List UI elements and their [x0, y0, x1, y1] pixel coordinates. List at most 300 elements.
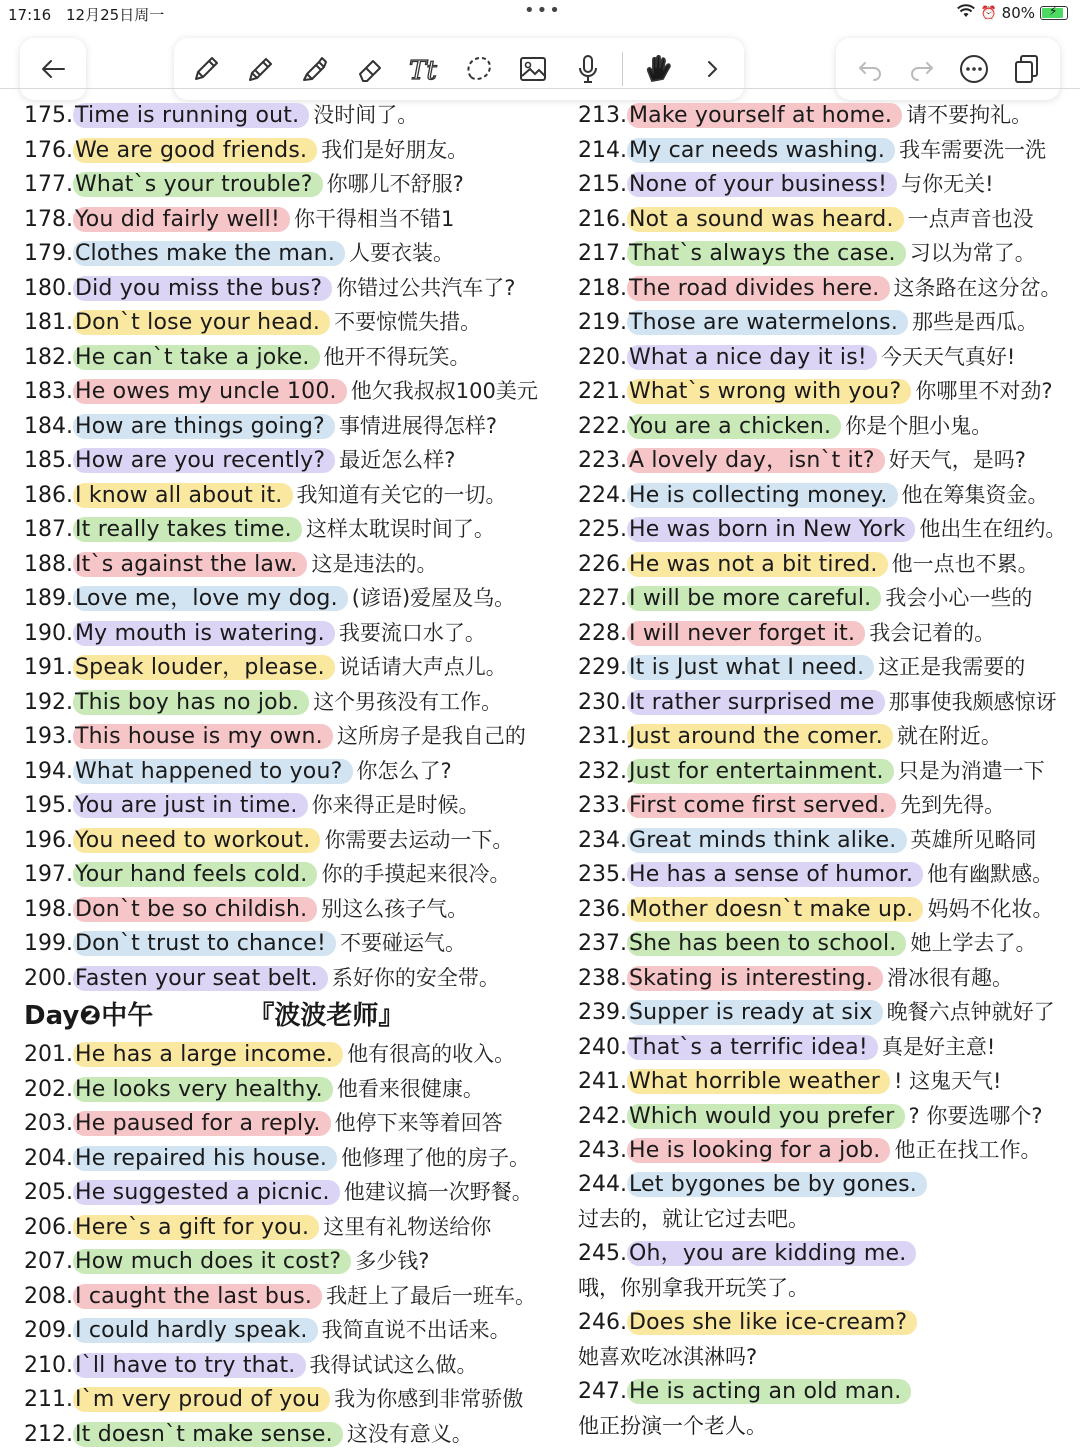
phrase-english: Supper is ready at six — [627, 1000, 883, 1025]
phrase-line — [24, 167, 564, 202]
phrase-chinese: 这个男孩没有工作。 — [313, 689, 503, 714]
phrase-english: He has a sense of humor. — [627, 862, 923, 887]
phrase-list-a — [24, 98, 564, 995]
phrase-english: Don`t be so childish. — [73, 897, 317, 922]
phrase-number: 208. — [24, 1283, 73, 1309]
phrase-english: It is Just what I need. — [627, 655, 874, 680]
phrase-line — [578, 857, 1078, 892]
phrase-english: Did you miss the bus? — [73, 276, 332, 301]
phrase-chinese: 你哪里不对劲? — [915, 379, 1053, 403]
phrase-number: 235. — [578, 862, 627, 887]
phrase-number: 199. — [24, 931, 73, 956]
phrase-english: Clothes make the man. — [73, 241, 345, 266]
phrase-number: 225. — [578, 517, 627, 542]
phrase-english: Your hand feels cold. — [73, 862, 318, 887]
phrase-line — [24, 133, 564, 168]
phrase-line — [24, 823, 564, 858]
phrase-english: I know all about it. — [73, 483, 293, 508]
phrase-number: 244. — [578, 1171, 627, 1197]
phrase-chinese: 他开不得玩笑。 — [323, 344, 471, 369]
more-icon[interactable] — [954, 49, 994, 89]
phrase-line — [578, 98, 1078, 133]
phrase-english: Don`t lose your head. — [73, 310, 330, 335]
status-time — [8, 4, 164, 25]
phrase-line — [578, 133, 1078, 168]
phrase-english: That`s a terrific idea! — [627, 1035, 878, 1060]
phrase-number: 228. — [578, 620, 627, 646]
phrase-line — [578, 1099, 1078, 1134]
phrase-english: Fasten your seat belt. — [73, 966, 328, 991]
phrase-number: 190. — [24, 620, 73, 646]
phrase-number: 210. — [24, 1352, 73, 1378]
phrase-line — [578, 202, 1078, 237]
phrase-chinese: 这样太耽误时间了。 — [305, 517, 495, 541]
phrase-line — [578, 512, 1078, 547]
phrase-chinese: 他正在找工作。 — [894, 1138, 1042, 1162]
phrase-chinese: 你干得相当不错1 — [294, 206, 455, 231]
phrase-line — [578, 1064, 1078, 1099]
phrase-chinese: 我赶上了最后一班车。 — [326, 1283, 537, 1308]
phrase-english: She has been to school. — [627, 931, 907, 956]
phrase-english: A lovely day，isn`t it? — [627, 448, 885, 473]
phrase-chinese: 习以为常了。 — [909, 241, 1036, 265]
phrase-chinese: 人要衣装。 — [349, 241, 455, 265]
phrase-chinese: 系好你的安全带。 — [331, 965, 500, 990]
phrase-number: 195. — [24, 793, 73, 818]
phrase-chinese: 我知道有关它的一切。 — [296, 482, 507, 507]
phrase-number: 213. — [578, 103, 627, 128]
phrase-number: 239. — [578, 1000, 627, 1025]
phrase-number: 198. — [24, 896, 73, 922]
phrase-chinese: 真是好主意! — [881, 1034, 996, 1059]
phrase-chinese: 先到先得。 — [900, 793, 1006, 817]
back-button-group — [20, 38, 86, 100]
back-arrow-icon[interactable] — [33, 49, 73, 89]
phrase-line — [24, 202, 564, 237]
phrase-english: You did fairly well! — [73, 207, 290, 232]
phrase-chinese: 那些是西瓜。 — [912, 310, 1039, 334]
phrase-line — [578, 961, 1078, 996]
phrase-number: 223. — [578, 448, 627, 473]
phrase-chinese: 这条路在这分岔。 — [893, 275, 1062, 300]
phrase-chinese: 他有幽默感。 — [927, 862, 1054, 886]
redo-icon[interactable] — [902, 49, 942, 89]
status-bar — [0, 0, 1080, 28]
phrase-english: Just around the comer. — [627, 724, 893, 749]
phrase-english: Just for entertainment. — [627, 759, 894, 784]
toolbar-separator — [622, 52, 623, 86]
phrase-number: 182. — [24, 344, 73, 370]
phrase-line — [578, 581, 1078, 616]
phrase-line — [24, 1382, 564, 1417]
phrase-number: 226. — [578, 551, 627, 577]
phrase-line — [578, 1237, 1078, 1272]
phrase-english: I will be more careful. — [627, 586, 881, 611]
phrase-english: You are a chicken. — [627, 414, 841, 439]
phrase-chinese: 好天气，是吗? — [888, 448, 1026, 472]
phrase-line — [24, 305, 564, 340]
phrase-number: 246. — [578, 1309, 627, 1335]
phrase-chinese: 他欠我叔叔100美元 — [350, 379, 538, 403]
phrase-number: 221. — [578, 379, 627, 404]
phrase-number: 206. — [24, 1214, 73, 1240]
phrase-number: 201. — [24, 1042, 73, 1067]
phrase-number: 230. — [578, 689, 627, 715]
phrase-chinese: 她上学去了。 — [910, 931, 1037, 955]
phrase-english: Time is running out. — [73, 103, 309, 128]
phrase-line — [578, 650, 1078, 685]
phrase-number: 214. — [578, 137, 627, 163]
phrase-english: He was born in New York — [627, 517, 915, 542]
phrase-line — [24, 236, 564, 271]
phrase-english: What`s wrong with you? — [627, 379, 911, 404]
phrase-chinese: 不要碰运气。 — [340, 931, 467, 955]
phrase-chinese: 他正扮演一个老人。 — [578, 1414, 767, 1438]
phrase-english: How much does it cost? — [73, 1249, 351, 1274]
phrase-number: 227. — [578, 586, 627, 611]
phrase-line — [24, 512, 564, 547]
phrase-chinese: 他一点也不累。 — [891, 551, 1039, 576]
phrase-english: I could hardly speak. — [73, 1318, 318, 1343]
phrase-line — [24, 788, 564, 823]
phrase-english: It really takes time. — [73, 517, 302, 542]
phrase-chinese: 你错过公共汽车了? — [336, 275, 516, 300]
phrase-number: 179. — [24, 241, 73, 266]
phrase-english: Those are watermelons. — [627, 310, 908, 335]
phrase-line — [24, 409, 564, 444]
phrase-line — [578, 823, 1078, 858]
phrase-chinese: 我们是好朋友。 — [321, 137, 469, 162]
alarm-icon: ⏰ — [980, 5, 997, 21]
phrase-number: 180. — [24, 275, 73, 301]
phrase-number: 181. — [24, 310, 73, 335]
phrase-number: 187. — [24, 517, 73, 542]
phrase-number: 185. — [24, 448, 73, 473]
phrase-chinese: 就在附近。 — [896, 724, 1002, 748]
day-title: Day❷中午 — [24, 1001, 154, 1031]
phrase-number: 204. — [24, 1145, 73, 1171]
phrase-chinese: 今天天气真好! — [880, 344, 1016, 369]
phrase-number: 222. — [578, 413, 627, 439]
phrase-number: 236. — [578, 896, 627, 922]
phrase-chinese: 一点声音也没 — [907, 206, 1034, 231]
phrase-english: Which would you prefer — [627, 1104, 905, 1129]
microphone-icon[interactable] — [568, 49, 608, 89]
phrase-list-b — [24, 1037, 564, 1451]
text-icon[interactable] — [404, 49, 444, 89]
eraser-icon[interactable] — [350, 49, 390, 89]
phrase-number: 189. — [24, 586, 73, 611]
phrase-line — [578, 995, 1078, 1030]
phrase-chinese: 这是违法的。 — [311, 551, 438, 576]
phrase-line — [578, 374, 1078, 409]
phrase-chinese: 事情进展得怎样? — [338, 413, 498, 438]
phrase-chinese: 哦，你别拿我开玩笑了。 — [578, 1276, 809, 1300]
right-column — [578, 98, 1078, 1444]
phrase-line — [24, 719, 564, 754]
phrase-english: My mouth is watering. — [73, 621, 335, 646]
phrase-line — [578, 547, 1078, 582]
phrase-english: Here`s a gift for you. — [73, 1215, 319, 1240]
multitasking-dots[interactable]: ••• — [524, 0, 562, 21]
phrase-line — [24, 1313, 564, 1348]
phrase-chinese: ? 你要选哪个? — [908, 1103, 1043, 1128]
phrase-english: This house is my own. — [73, 724, 333, 749]
phrase-number: 205. — [24, 1180, 73, 1205]
phrase-line — [578, 754, 1078, 789]
phrase-chinese: 这正是我需要的 — [878, 655, 1026, 679]
phrase-english: He looks very healthy. — [73, 1077, 333, 1102]
phrase-number: 242. — [578, 1103, 627, 1129]
phrase-line — [24, 1279, 564, 1314]
pen-icon[interactable] — [241, 49, 281, 89]
phrase-chinese: 最近怎么样? — [339, 448, 456, 472]
phrase-chinese: 晚餐六点钟就好了 — [886, 1000, 1055, 1024]
phrase-number: 200. — [24, 965, 73, 991]
phrase-chinese: 说话请大声点儿。 — [338, 655, 507, 679]
phrase-english: You need to workout. — [73, 828, 320, 853]
phrase-chinese: 你来得正是时候。 — [311, 793, 480, 817]
phrase-number: 191. — [24, 655, 73, 680]
phrase-line — [578, 409, 1078, 444]
phrase-english: He is looking for a job. — [627, 1138, 890, 1163]
undo-icon[interactable] — [850, 49, 890, 89]
phrase-english: He can`t take a joke. — [73, 345, 320, 370]
phrase-line — [578, 719, 1078, 754]
phrase-chinese: 我会小心一些的 — [885, 586, 1033, 610]
phrase-line — [24, 581, 564, 616]
phrase-line — [578, 478, 1078, 513]
phrase-number: 240. — [578, 1034, 627, 1060]
phrase-line — [578, 1168, 1078, 1203]
phrase-chinese: 我要流口水了。 — [338, 620, 486, 645]
phrase-line — [24, 754, 564, 789]
phrase-chinese: 多少钱? — [355, 1249, 430, 1273]
toolbar-divider — [0, 88, 1080, 89]
phrase-number: 216. — [578, 206, 627, 232]
phrase-line — [24, 1037, 564, 1072]
phrase-english: I`m very proud of you — [73, 1387, 330, 1412]
phrase-chinese: ! 这鬼天气! — [893, 1069, 1002, 1093]
phrase-chinese: (谚语)爱屋及乌。 — [351, 586, 516, 610]
phrase-english: He owes my uncle 100. — [73, 379, 347, 404]
phrase-number: 192. — [24, 689, 73, 715]
phrase-number: 215. — [578, 172, 627, 197]
phrase-line — [24, 1141, 564, 1176]
phrase-chinese: 请不要拘礼。 — [906, 103, 1033, 127]
phrase-chinese: 我为你感到非常骄傲 — [334, 1387, 524, 1411]
phrase-chinese: 我得试试这么做。 — [309, 1352, 478, 1377]
phrase-chinese: 他修理了他的房子。 — [341, 1145, 531, 1170]
phrase-number: 219. — [578, 310, 627, 335]
phrase-english: He was not a bit tired. — [627, 552, 888, 577]
phrase-chinese: 我简直说不出话来。 — [321, 1318, 511, 1342]
phrase-line — [24, 650, 564, 685]
phrase-line — [578, 1306, 1078, 1341]
phrase-number: 183. — [24, 379, 73, 404]
lasso-icon[interactable] — [459, 49, 499, 89]
battery-icon: ⚡ — [1040, 6, 1068, 20]
phrase-number: 245. — [578, 1240, 627, 1266]
phrase-english: He suggested a picnic. — [73, 1180, 340, 1205]
clock-date: 12月25日周一 — [66, 6, 165, 24]
phrase-line — [578, 788, 1078, 823]
phrase-line — [24, 478, 564, 513]
phrase-line — [24, 271, 564, 306]
phrase-line — [24, 1417, 564, 1452]
phrase-number: 197. — [24, 862, 73, 887]
phrase-english: Let bygones be by gones. — [627, 1172, 927, 1197]
phrase-number: 203. — [24, 1111, 73, 1136]
phrase-number: 202. — [24, 1076, 73, 1102]
phrase-line — [578, 167, 1078, 202]
phrase-number: 234. — [578, 827, 627, 853]
phrase-line — [24, 1072, 564, 1107]
phrase-english: I caught the last bus. — [73, 1284, 322, 1309]
phrase-line — [578, 340, 1078, 375]
phrase-chinese: 与你无关! — [901, 172, 994, 196]
phrase-english: He has a large income. — [73, 1042, 343, 1067]
phrase-english: Oh，you are kidding me. — [627, 1241, 916, 1266]
phrase-line — [24, 685, 564, 720]
hand-icon[interactable] — [638, 49, 678, 89]
left-column — [24, 98, 564, 1451]
phrase-english: He repaired his house. — [73, 1146, 337, 1171]
phrase-chinese: 妈妈不化妆。 — [927, 896, 1054, 921]
pages-icon[interactable] — [1006, 49, 1046, 89]
phrase-chinese: 这里有礼物送给你 — [323, 1214, 492, 1239]
phrase-line — [578, 1375, 1078, 1410]
phrase-english: It rather surprised me — [627, 690, 885, 715]
phrase-number: 177. — [24, 172, 73, 197]
phrase-chinese: 你是个胆小鬼。 — [845, 413, 993, 438]
phrase-english: We are good friends. — [73, 138, 317, 163]
phrase-line — [24, 616, 564, 651]
phrase-english: You are just in time. — [73, 793, 308, 818]
phrase-number: 232. — [578, 758, 627, 784]
teacher-name: 『波波老师』 — [248, 1001, 405, 1031]
phrase-line — [24, 374, 564, 409]
document-actions — [836, 38, 1060, 100]
pencil-icon[interactable] — [186, 49, 226, 89]
phrase-chinese: 他看来很健康。 — [336, 1076, 484, 1101]
phrase-english: It doesn`t make sense. — [73, 1422, 343, 1447]
phrase-line — [24, 443, 564, 478]
phrase-chinese: 只是为消遣一下 — [897, 758, 1045, 783]
phrase-number: 196. — [24, 827, 73, 853]
phrase-chinese: 你哪儿不舒服? — [326, 172, 464, 196]
phrase-english: Love me，love my dog. — [73, 586, 348, 611]
phrase-number: 233. — [578, 793, 627, 818]
phrase-number: 238. — [578, 965, 627, 991]
phrase-english: What`s your trouble? — [73, 172, 323, 197]
battery-percent: 80% — [1001, 4, 1035, 22]
phrase-chinese: 别这么孩子气。 — [321, 896, 469, 921]
phrase-english: That`s always the case. — [627, 241, 906, 266]
phrase-line — [24, 98, 564, 133]
phrase-number: 178. — [24, 206, 73, 232]
phrase-english: I will never forget it. — [627, 621, 865, 646]
phrase-chinese: 我会记着的。 — [869, 620, 996, 645]
phrase-number: 224. — [578, 482, 627, 508]
phrase-line — [578, 685, 1078, 720]
phrase-number: 231. — [578, 724, 627, 749]
phrase-number: 209. — [24, 1318, 73, 1343]
phrase-line — [578, 236, 1078, 271]
phrase-line — [24, 857, 564, 892]
phrase-number: 188. — [24, 551, 73, 577]
phrase-english: Speak louder，please. — [73, 655, 335, 680]
phrase-chinese: 这所房子是我自己的 — [336, 724, 526, 748]
phrase-line — [24, 1210, 564, 1245]
phrase-line — [578, 1133, 1078, 1168]
phrase-line — [24, 961, 564, 996]
chevron-right-icon[interactable] — [692, 49, 732, 89]
phrase-number: 176. — [24, 137, 73, 163]
phrase-english: How are things going? — [73, 414, 335, 439]
phrase-number: 193. — [24, 724, 73, 749]
phrase-chinese: 你怎么了? — [356, 758, 452, 783]
phrase-english: How are you recently? — [73, 448, 335, 473]
phrase-chinese: 这没有意义。 — [346, 1421, 473, 1446]
phrase-english: Not a sound was heard. — [627, 207, 904, 232]
phrase-chinese: 过去的，就让它过去吧。 — [578, 1207, 809, 1231]
phrase-chinese: 他建议搞一次野餐。 — [343, 1180, 533, 1204]
phrase-line — [24, 1244, 564, 1279]
phrase-english: What happened to you? — [73, 759, 353, 784]
phrase-english: This boy has no job. — [73, 690, 309, 715]
phrase-line — [578, 305, 1078, 340]
phrase-english: Mother doesn`t make up. — [627, 897, 923, 922]
phrase-chinese: 你需要去运动一下。 — [324, 827, 514, 852]
marker-icon[interactable] — [295, 49, 335, 89]
phrase-english: He is acting an old man. — [627, 1379, 911, 1404]
phrase-english: He paused for a reply. — [73, 1111, 331, 1136]
phrase-line — [578, 271, 1078, 306]
phrase-chinese: 滑冰很有趣。 — [887, 965, 1014, 990]
phrase-line — [578, 892, 1078, 927]
phrase-number: 207. — [24, 1249, 73, 1274]
phrase-english: What horrible weather — [627, 1069, 890, 1094]
phrase-number: 218. — [578, 275, 627, 301]
phrase-chinese: 他出生在纽约。 — [919, 517, 1067, 541]
phrase-line — [578, 443, 1078, 478]
phrase-chinese: 那事使我颇感惊讶 — [888, 689, 1057, 714]
phrase-number: 220. — [578, 344, 627, 370]
phrase-line — [24, 1106, 564, 1141]
phrase-english: Make yourself at home. — [627, 103, 902, 128]
status-right — [957, 4, 1068, 22]
phrase-english: What a nice day it is! — [627, 345, 877, 370]
phrase-line — [24, 1348, 564, 1383]
phrase-english: Great minds think alike. — [627, 828, 907, 853]
phrase-chinese: 他停下来等着回答 — [334, 1111, 503, 1135]
phrase-english: Don`t trust to chance! — [73, 931, 336, 956]
image-icon[interactable] — [513, 49, 553, 89]
phrase-english: None of your business! — [627, 172, 897, 197]
phrase-number: 237. — [578, 931, 627, 956]
phrase-chinese: 她喜欢吃冰淇淋吗? — [578, 1345, 758, 1369]
phrase-line — [24, 892, 564, 927]
phrase-chinese: 没时间了。 — [313, 103, 419, 127]
phrase-number: 194. — [24, 758, 73, 784]
phrase-number: 175. — [24, 103, 73, 128]
phrase-chinese: 他有很高的收入。 — [347, 1042, 516, 1066]
phrase-english: I`ll have to try that. — [73, 1353, 306, 1378]
phrase-chinese: 我车需要洗一洗 — [899, 137, 1047, 162]
phrase-chinese: 你的手摸起来很冷。 — [321, 862, 511, 886]
phrase-number: 243. — [578, 1138, 627, 1163]
